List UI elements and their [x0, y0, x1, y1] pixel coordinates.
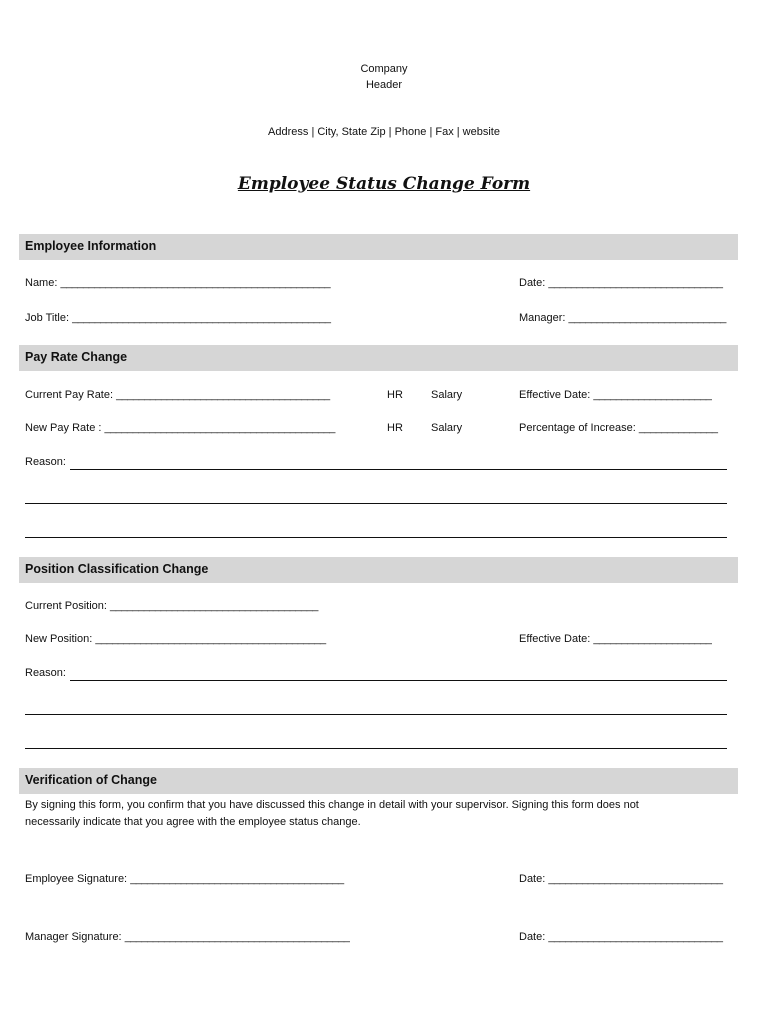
- position-reason-label: Reason:: [25, 667, 66, 679]
- verification-text-line1: By signing this form, you confirm that you have discussed this change in detail with your supervisor. Signing this form does not: [25, 799, 639, 811]
- date-blank[interactable]: _______________________________: [548, 931, 723, 943]
- name-blank[interactable]: ________________________________________________: [60, 277, 331, 289]
- new-pay-rate-field[interactable]: [25, 422, 335, 434]
- hr-option[interactable]: HR: [387, 422, 403, 434]
- job-title-blank[interactable]: ______________________________________________: [72, 312, 331, 324]
- manager-signature-field[interactable]: [25, 931, 349, 943]
- form-title: Employee Status Change Form: [237, 174, 531, 194]
- manager-label: Manager:: [519, 312, 566, 324]
- date-label: Date:: [519, 277, 546, 289]
- job-title-label: Job Title:: [25, 312, 70, 324]
- employee-signature-field[interactable]: [25, 873, 344, 885]
- current-pay-rate-blank[interactable]: ______________________________________: [116, 389, 330, 401]
- date-label: Date:: [519, 931, 546, 943]
- position-reason-line[interactable]: [70, 680, 727, 681]
- salary-option[interactable]: Salary: [431, 422, 463, 434]
- effective-date-field[interactable]: [519, 389, 711, 401]
- name-field[interactable]: [25, 277, 330, 289]
- position-effective-date-blank[interactable]: _____________________: [593, 633, 712, 645]
- position-effective-date-label: Effective Date:: [519, 633, 591, 645]
- job-title-field[interactable]: [25, 312, 331, 324]
- name-label: Name:: [25, 277, 58, 289]
- manager-field[interactable]: [519, 312, 726, 324]
- percentage-increase-label: Percentage of Increase:: [519, 422, 636, 434]
- section-position-classification-change: [19, 557, 738, 583]
- effective-date-label: Effective Date:: [519, 389, 591, 401]
- effective-date-blank[interactable]: _____________________: [593, 389, 712, 401]
- date-blank[interactable]: _______________________________: [548, 873, 723, 885]
- section-heading: Employee Information: [25, 239, 157, 253]
- new-pay-rate-label: New Pay Rate :: [25, 422, 102, 434]
- employee-signature-date-field[interactable]: [519, 873, 723, 885]
- pay-reason-line[interactable]: [25, 503, 727, 504]
- pay-reason-line[interactable]: [70, 469, 727, 470]
- section-employee-information: [19, 234, 738, 260]
- new-pay-rate-blank[interactable]: _________________________________________: [104, 422, 335, 434]
- hr-option[interactable]: HR: [387, 389, 403, 401]
- current-pay-rate-field[interactable]: [25, 389, 330, 401]
- section-pay-rate-change: [19, 345, 738, 371]
- new-position-label: New Position:: [25, 633, 93, 645]
- pay-reason-label: Reason:: [25, 456, 66, 468]
- position-effective-date-field[interactable]: [519, 633, 711, 645]
- pay-reason-line[interactable]: [25, 537, 727, 538]
- section-heading: Position Classification Change: [25, 562, 209, 576]
- manager-signature-date-field[interactable]: [519, 931, 723, 943]
- manager-blank[interactable]: ____________________________: [568, 312, 726, 324]
- company-header-line2: Header: [365, 79, 403, 91]
- section-verification-of-change: [19, 768, 738, 794]
- section-heading: Pay Rate Change: [25, 350, 128, 364]
- percentage-increase-field[interactable]: [519, 422, 718, 434]
- date-field[interactable]: [519, 277, 723, 289]
- manager-signature-label: Manager Signature:: [25, 931, 122, 943]
- position-reason-line[interactable]: [25, 748, 727, 749]
- current-position-field[interactable]: [25, 600, 318, 612]
- new-position-field[interactable]: [25, 633, 326, 645]
- salary-option[interactable]: Salary: [431, 389, 463, 401]
- position-reason-line[interactable]: [25, 714, 727, 715]
- new-position-blank[interactable]: _________________________________________: [95, 633, 326, 645]
- current-position-label: Current Position:: [25, 600, 107, 612]
- section-heading: Verification of Change: [25, 773, 157, 787]
- employee-signature-label: Employee Signature:: [25, 873, 128, 885]
- manager-signature-blank[interactable]: ________________________________________: [124, 931, 350, 943]
- current-pay-rate-label: Current Pay Rate:: [25, 389, 114, 401]
- employee-signature-blank[interactable]: ______________________________________: [130, 873, 344, 885]
- percentage-increase-blank[interactable]: ______________: [638, 422, 718, 434]
- company-address: Address | City, State Zip | Phone | Fax | website: [268, 126, 500, 138]
- date-label: Date:: [519, 873, 546, 885]
- current-position-blank[interactable]: _____________________________________: [110, 600, 318, 612]
- verification-text-line2: necessarily indicate that you agree with the employee status change.: [25, 816, 361, 828]
- company-header-line1: Company: [360, 63, 408, 75]
- date-blank[interactable]: _______________________________: [548, 277, 723, 289]
